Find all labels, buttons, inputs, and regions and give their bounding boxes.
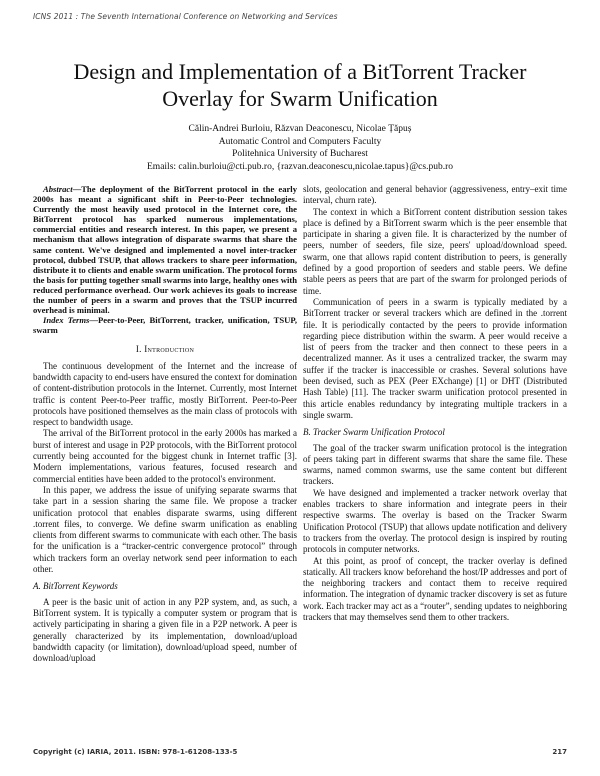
left-column	[33, 184, 297, 664]
tsup-paragraph-2: We have designed and implemented a tracker network overlay that enables trackers to share information and integrate peers in their respective swarms. The overlay is based on the Tracker Swarm Unification Protocol (TSUP) that allows update notification and delivery to trackers from the overlay. The protocol design is inspired by routing protocols in computer networks.	[303, 487, 567, 555]
subsection-heading-tsup: B. Tracker Swarm Unification Protocol	[303, 427, 445, 438]
abstract-text: —The deployment of the BitTorrent protocol in the early 2000s has meant a significant shift in Peer-to-Peer technologies. Currently the most heavily used protocol in the Internet core, the BitTorrent protocol has sparked numerous implementations, commercial entities and research interest. In this paper, we present a mechanism that allows integration of disparate swarms that share the same content. We've designed and implemented a novel inter-tracker protocol, dubbed TSUP, that allows trackers to share peer information, distribute it to clients and enable swarm unification. The protocol forms the basis for putting together small swarms into large, healthy ones with reduced performance overhead. Our work achieves its goals to increase the number of peers in a swarm and proves that the TSUP incurred overhead is minimal.	[33, 184, 297, 316]
abstract-label: Abstract	[43, 184, 73, 194]
conference-header: ICNS 2011 : The Seventh International Conference on Networking and Services	[33, 12, 338, 21]
intro-paragraph-3: In this paper, we address the issue of unifying separate swarms that take part in a session sharing the same file. We propose a tracker unification protocol that enables disparate swarms, using different .torrent files, to converge. We define swarm unification as enabling clients from different swarms to communicate with each other. The basis for the unification is a “tracker-centric convergence protocol” through which trackers form an overlay network send peer information to each other.	[33, 484, 297, 575]
subsection-heading-keywords: A. BitTorrent Keywords	[33, 581, 118, 592]
author-names: Călin-Andrei Burloiu, Răzvan Deaconescu, Nicolae Țăpuș	[188, 124, 412, 134]
intro-paragraph-2: The arrival of the BitTorrent protocol in the early 2000s has marked a burst of interest and usage in P2P protocols, with the BitTorrent protocol currently being accounted for the biggest chunk in Internet traffic [3]. Modern implementations, various features, focused research and commercial entities have been added to the protocol's environment.	[33, 428, 297, 484]
keywords-paragraph-1-continued: slots, geolocation and general behavior (aggressiveness, entry–exit time interval, churn rate).	[303, 184, 567, 206]
index-terms-label: Index Terms	[43, 315, 90, 326]
keywords-paragraph-3: Communication of peers in a swarm is typically mediated by a BitTorrent tracker or several trackers which are defined in the .torrent file. It is periodically contacted by the peers to provide information regarding piece distribution within the swarm. A peer would receive a list of peers from the tracker and then connect to these peers in a decentralized manner. As it uses a centralized tracker, the swarm may suffer if the tracker is inaccessible or crashes. Several solutions have been devised, such as PEX (Peer EXchange) [1] or DHT (Distributed Hash Table) [11]. The tracker swarm unification protocol presented in this article enables redundancy by integrating multiple trackers in a single swarm.	[303, 296, 567, 420]
author-university: Politehnica University of Bucharest	[232, 149, 368, 159]
author-block	[0, 123, 600, 173]
index-terms	[33, 315, 297, 335]
page-number: 217	[552, 748, 567, 756]
section-heading-introduction: I. Introduction	[135, 344, 195, 355]
title-line-2: Overlay for Swarm Unification	[162, 86, 438, 111]
author-faculty: Automatic Control and Computers Faculty	[218, 136, 382, 147]
abstract	[33, 184, 297, 315]
index-terms-text: —Peer-to-Peer, BitTorrent, tracker, unification, TSUP, swarm	[33, 315, 297, 336]
intro-paragraph-1: The continuous development of the Internet and the increase of bandwidth capacity to end-users have ensured the context for domination of content-distribution protocols in the Internet. Currently, most Internet traffic is content Peer-to-Peer traffic, mostly BitTorrent. Peer-to-Peer protocols have positioned themselves as the main class of protocols with respect to bandwidth usage.	[33, 360, 297, 428]
paper-title	[0, 58, 600, 112]
title-line-1: Design and Implementation of a BitTorrent Tracker	[73, 59, 527, 84]
copyright-footer: Copyright (c) IARIA, 2011. ISBN: 978-1-61208-133-5	[33, 748, 238, 756]
tsup-paragraph-1: The goal of the tracker swarm unification protocol is the integration of peers taking part in different swarms that share the same file. These swarms, named common swarms, use the same content but different trackers.	[303, 442, 567, 487]
right-column	[303, 184, 567, 623]
author-emails: Emails: calin.burloiu@cti.pub.ro, {razvan.deaconescu,nicolae.tapus}@cs.pub.ro	[147, 161, 453, 172]
keywords-paragraph-1: A peer is the basic unit of action in any P2P system, and, as such, a BitTorrent system. It is typically a computer system or program that is actively participating in sharing a given file in a P2P network. A peer is generally characterized by its implementation, download/upload bandwidth capacity (or limitation), download/upload speed, number of download/upload	[33, 596, 297, 664]
keywords-paragraph-2: The context in which a BitTorrent content distribution session takes place is defined by a BitTorrent swarm which is the peer ensemble that participate in sharing a given file. It is characterized by the number of peers, number of seeders, file size, peers' upload/download speed. swarm, one that allows rapid content distribution to peers, is generally defined by a good proportion of seeders and stable peers. We define stable peers as peers that are part of the swarm for prolonged periods of time.	[303, 206, 567, 296]
tsup-paragraph-3: At this point, as proof of concept, the tracker overlay is defined statically. All trackers know beforehand the host/IP addresses and port of the neighboring trackers and contact them to receive required information. The integration of dynamic tracker discovery is set as future work. Each tracker may act as a “router”, sending updates to neighboring trackers that may themselves send them to other trackers.	[303, 555, 567, 622]
